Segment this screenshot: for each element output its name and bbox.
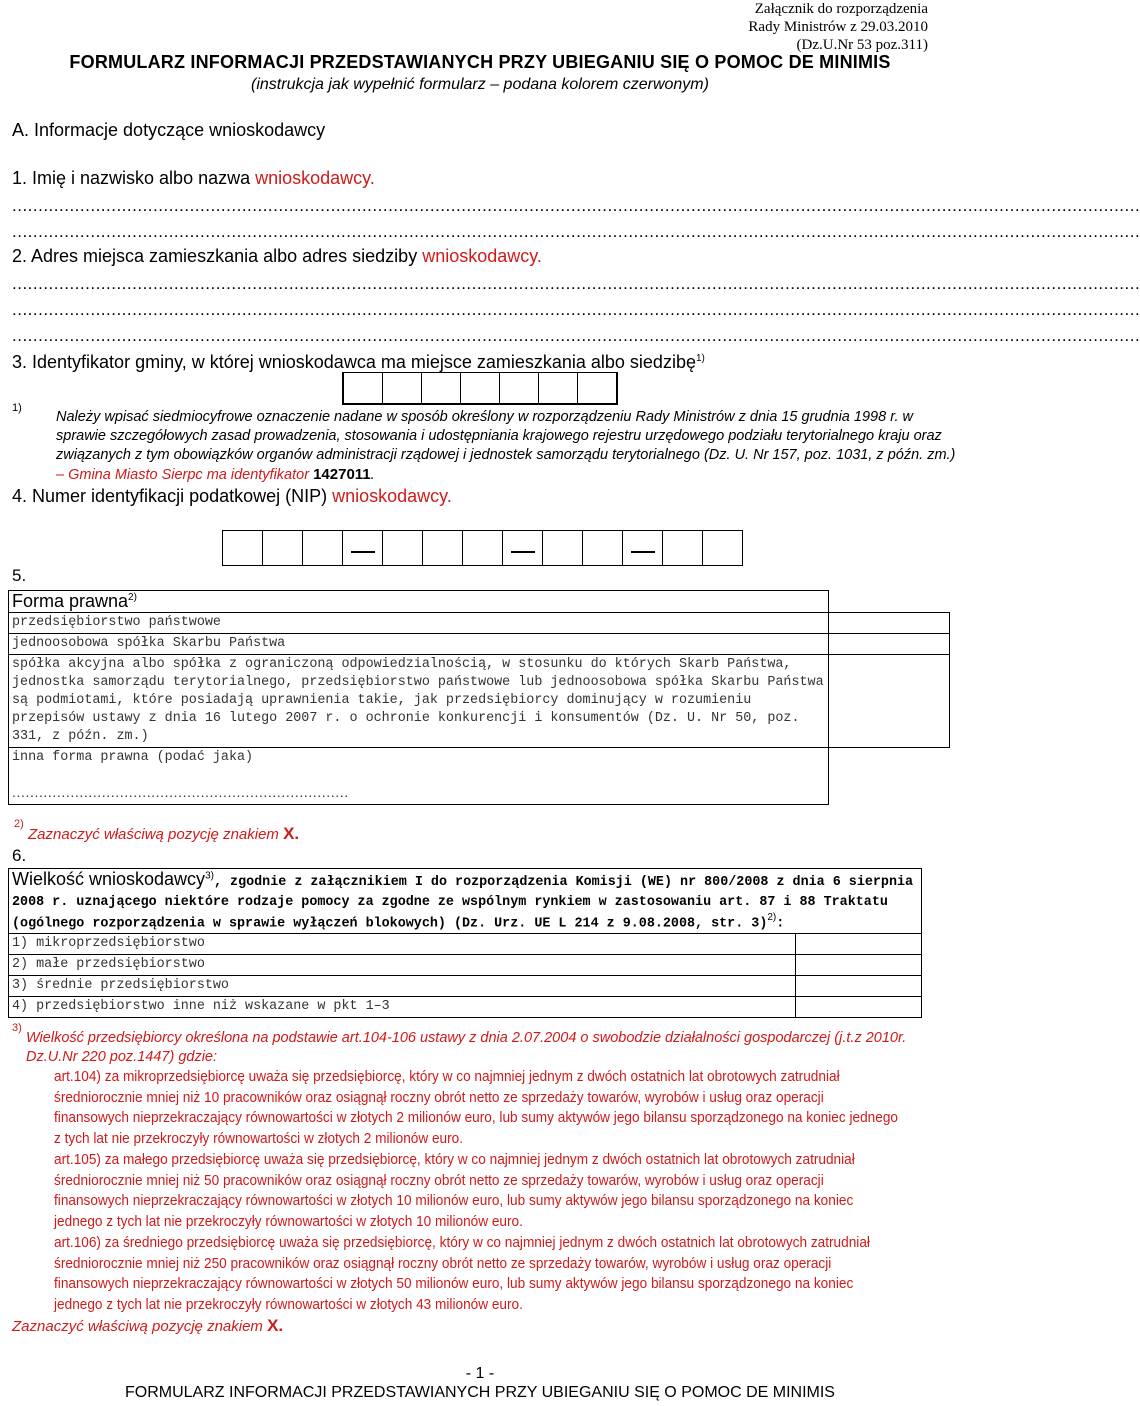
gmina-digit-box[interactable] [578, 373, 616, 403]
legal-form-checkbox-4[interactable] [829, 748, 950, 805]
gmina-digit-box[interactable] [539, 373, 578, 403]
question-1 [12, 168, 375, 189]
size-regulation-text: , zgodnie z załącznikiem I do rozporządzenia Komisji (WE) nr 800/2008 z dnia 6 sierpnia 2008 r. uznającego niektóre rodzaje pomocy za zgodne ze wspólnym rynkiem w zastosowaniu art. 87 i 88 Traktatu (ogólnego rozporządzenia w sprawie wyłączeń blokowych) (Dz. Urz. UE L 214 z 9.08.2008, str. 3) [12, 875, 914, 932]
nip-digit-box[interactable] [663, 531, 703, 565]
question-1-label: 1. Imię i nazwisko albo nazwa [12, 168, 256, 188]
question-3 [12, 352, 705, 373]
nip-dash [631, 551, 655, 553]
gmina-digit-box[interactable] [383, 373, 422, 403]
page-number: - 1 - [465, 1365, 495, 1382]
size-checkbox-4[interactable] [796, 997, 922, 1018]
nip-separator [623, 531, 663, 565]
question-2-label: 2. Adres miejsca zamieszkania albo adres siedziby [12, 246, 423, 266]
nip-digit-box[interactable] [263, 531, 303, 565]
nip-digit-box[interactable] [543, 531, 583, 565]
footnote-2 [28, 824, 299, 844]
legal-form-option-4-label: inna forma prawna (podać jaka) [12, 750, 254, 765]
question-4-accent: wnioskodawcy. [332, 486, 452, 506]
gmina-id-boxes[interactable] [342, 372, 618, 405]
size-option-2: 2) małe przedsiębiorstwo [9, 955, 796, 976]
legal-form-header-row [9, 591, 950, 613]
nip-digit-box[interactable] [583, 531, 623, 565]
footnote-2-text: Zaznaczyć właściwą pozycję znakiem [28, 826, 284, 843]
gmina-digit-box[interactable] [422, 373, 461, 403]
size-header-row [9, 869, 922, 934]
legal-form-row [9, 613, 950, 634]
legal-form-table [8, 590, 950, 805]
answer-1-line-1[interactable]: ........................................................................................................................................................................................................................ [12, 196, 1140, 215]
size-footnote-ref: 3) [205, 870, 214, 882]
question-4 [12, 486, 452, 507]
question-6-number: 6. [12, 846, 27, 865]
size-option-3: 3) średnie przedsiębiorstwo [9, 976, 796, 997]
legal-form-row [9, 634, 950, 655]
footnote-1-end: . [370, 467, 375, 483]
legal-form-other-input[interactable]: ........................................................................... [12, 784, 349, 800]
size-heading-end: : [776, 916, 785, 932]
final-note [12, 1316, 283, 1336]
legal-form-checkbox-1[interactable] [829, 613, 950, 634]
footnote-1-marker: 1) [12, 402, 22, 414]
size-row [9, 976, 922, 997]
footnote-2-mark: X. [283, 824, 300, 843]
size-checkbox-1[interactable] [796, 934, 922, 955]
legal-form-row [9, 655, 950, 748]
legal-form-footnote-ref: 2) [128, 592, 137, 603]
answer-2-line-1[interactable]: ........................................................................................................................................................................................................................ [12, 274, 1140, 293]
page-footer: FORMULARZ INFORMACJI PRZEDSTAWIANYCH PRZY UBIEGANIU SIĘ O POMOC DE MINIMIS [125, 1384, 835, 1401]
nip-digit-box[interactable] [463, 531, 503, 565]
gmina-digit-box[interactable] [461, 373, 500, 403]
final-note-mark: X. [267, 1316, 284, 1335]
nip-digit-box[interactable] [223, 531, 263, 565]
size-heading [9, 869, 922, 934]
footnote-2-marker: 2) [14, 818, 24, 830]
legal-form-option-3: spółka akcyjna albo spółka z ograniczoną odpowiedzialnością, w stosunku do których Skarb Państwa, jednostka samorządu terytorialnego, przedsiębiorstwo państwowe lub jednoosobowa spółka Skarbu Państwa są podmiotami, które posiadają uprawnienia takie, jak przedsiębiorcy dominujący w rozumieniu przepisów ustawy z dnia 16 lutego 2007 r. o ochronie konkurencji i konsumentów (Dz. U. Nr 50, poz. 331, z późn. zm.) [9, 655, 829, 748]
gmina-digit-box[interactable] [344, 373, 383, 403]
nip-digit-box[interactable] [383, 531, 423, 565]
legal-form-label: Forma prawna [12, 591, 129, 611]
legal-form-row [9, 748, 950, 805]
article-104: art.104) za mikroprzedsiębiorcę uważa się przedsiębiorcę, który w co najmniej jednym z dwóch ostatnich lat obrotowych zatrudniał średniorocznie mniej niż 10 pracowników oraz osiągnął roczny obrót netto ze sprzedaży towarów, wyrobów i usług oraz operacji finansowych nieprzekraczający równowartości w złotych 2 milionów euro, lub sumy aktywów jego bilansu sporządzonego na koniec jednego z tych lat nie przekroczyły równowartości w złotych 2 milionów euro. [54, 1069, 898, 1147]
legal-form-heading [9, 591, 829, 613]
footnote-1-text: Należy wpisać siedmiocyfrowe oznaczenie nadane w sposób określony w rozporządzeniu Rady Ministrów z dnia 15 grudnia 1998 r. w sprawie szczegółowych zasad prowadzenia, stosowania i udostępniania krajowego rejestru urzędowego podziału terytorialnego kraju oraz związanych z tym obowiązków organów administracji rządowej i jednostek samorządu terytorialnego (Dz. U. Nr 157, poz. 1031, z późn. zm.) [56, 409, 956, 463]
size-checkbox-2[interactable] [796, 955, 922, 976]
answer-2-line-3[interactable]: ........................................................................................................................................................................................................................ [12, 326, 1140, 345]
final-note-text: Zaznaczyć właściwą pozycję znakiem [12, 1318, 268, 1335]
legal-form-option-2: jednoosobowa spółka Skarbu Państwa [9, 634, 829, 655]
legal-form-option-4 [9, 748, 829, 805]
question-2-accent: wnioskodawcy. [422, 246, 542, 266]
nip-dash [351, 551, 375, 553]
article-105: art.105) za małego przedsiębiorcę uważa się przedsiębiorcę, który w co najmniej jednym z dwóch ostatnich lat obrotowych zatrudniał średniorocznie mniej niż 50 pracowników oraz osiągnął roczny obrót netto ze sprzedaży towarów, wyrobów i usług oraz operacji finansowych nieprzekraczający równowartości w złotych 10 milionów euro, lub sumy aktywów jego bilansu sporządzonego na koniec jednego z tych lat nie przekroczyły równowartości w złotych 10 milionów euro. [54, 1152, 855, 1230]
nip-separator [503, 531, 543, 565]
size-option-4: 4) przedsiębiorstwo inne niż wskazane w pkt 1–3 [9, 997, 796, 1018]
size-footnote-ref-2: 2) [767, 912, 777, 923]
form-subtitle: (instrukcja jak wypełnić formularz – podana kolorem czerwonym) [251, 76, 709, 93]
legal-form-checkbox-3[interactable] [829, 655, 950, 748]
annex-reference [748, 0, 928, 54]
answer-2-line-2[interactable]: ........................................................................................................................................................................................................................ [12, 300, 1140, 319]
legal-form-checkbox-2[interactable] [829, 634, 950, 655]
footnote-3-marker: 3) [12, 1022, 22, 1034]
nip-separator [343, 531, 383, 565]
size-row [9, 955, 922, 976]
gmina-identifier: 1427011 [313, 466, 371, 483]
legal-form-option-1: przedsiębiorstwo państwowe [9, 613, 829, 634]
section-a-heading: A. Informacje dotyczące wnioskodawcy [12, 120, 326, 140]
question-5-number: 5. [12, 566, 27, 585]
size-row [9, 934, 922, 955]
question-3-footnote-ref: 1) [695, 353, 705, 364]
footnote-1 [56, 408, 956, 485]
size-option-1: 1) mikroprzedsiębiorstwo [9, 934, 796, 955]
question-3-label: 3. Identyfikator gminy, w której wnioskodawca ma miejsce zamieszkania albo siedzibę [12, 352, 696, 372]
gmina-digit-box[interactable] [500, 373, 539, 403]
nip-dash [511, 551, 535, 553]
footnote-3-text: Wielkość przedsiębiorcy określona na podstawie art.104-106 ustawy z dnia 2.07.2004 o swobodzie działalności gospodarczej (j.t.z 2010r. Dz.U.Nr 220 poz.1447) gdzie: [26, 1030, 907, 1065]
size-table [8, 868, 922, 1018]
annex-line-2: Rady Ministrów z 29.03.2010 [748, 19, 928, 35]
form-title: FORMULARZ INFORMACJI PRZEDSTAWIANYCH PRZY UBIEGANIU SIĘ O POMOC DE MINIMIS [69, 52, 891, 72]
size-checkbox-3[interactable] [796, 976, 922, 997]
legal-form-header-spacer [829, 591, 950, 613]
question-2 [12, 246, 542, 267]
article-106: art.106) za średniego przedsiębiorcę uważa się przedsiębiorcę, który w co najmniej jednym z dwóch ostatnich lat obrotowych zatrudniał średniorocznie mniej niż 250 pracowników oraz osiągnął roczny obrót netto ze sprzedaży towarów, wyrobów i usług oraz operacji finansowych nieprzekraczający równowartości w złotych 50 milionów euro, lub sumy aktywów jego bilansu sporządzonego na koniec jednego z tych lat nie przekroczyły równowartości w złotych 43 milionów euro. [54, 1235, 870, 1313]
size-row [9, 997, 922, 1018]
nip-digit-box[interactable] [303, 531, 343, 565]
size-label: Wielkość wnioskodawcy [12, 869, 206, 889]
annex-line-3: (Dz.U.Nr 53 poz.311) [796, 37, 928, 53]
answer-1-line-2[interactable]: ........................................................................................................................................................................................................................ [12, 222, 1140, 241]
question-4-label: 4. Numer identyfikacji podatkowej (NIP) [12, 486, 333, 506]
question-1-accent: wnioskodawcy. [255, 168, 375, 188]
footnote-1-red: – Gmina Miasto Sierpc ma identyfikator [56, 467, 314, 483]
nip-digit-box[interactable] [703, 531, 742, 565]
nip-boxes[interactable] [222, 530, 743, 566]
annex-line-1: Załącznik do rozporządzenia [754, 1, 928, 17]
nip-digit-box[interactable] [423, 531, 463, 565]
